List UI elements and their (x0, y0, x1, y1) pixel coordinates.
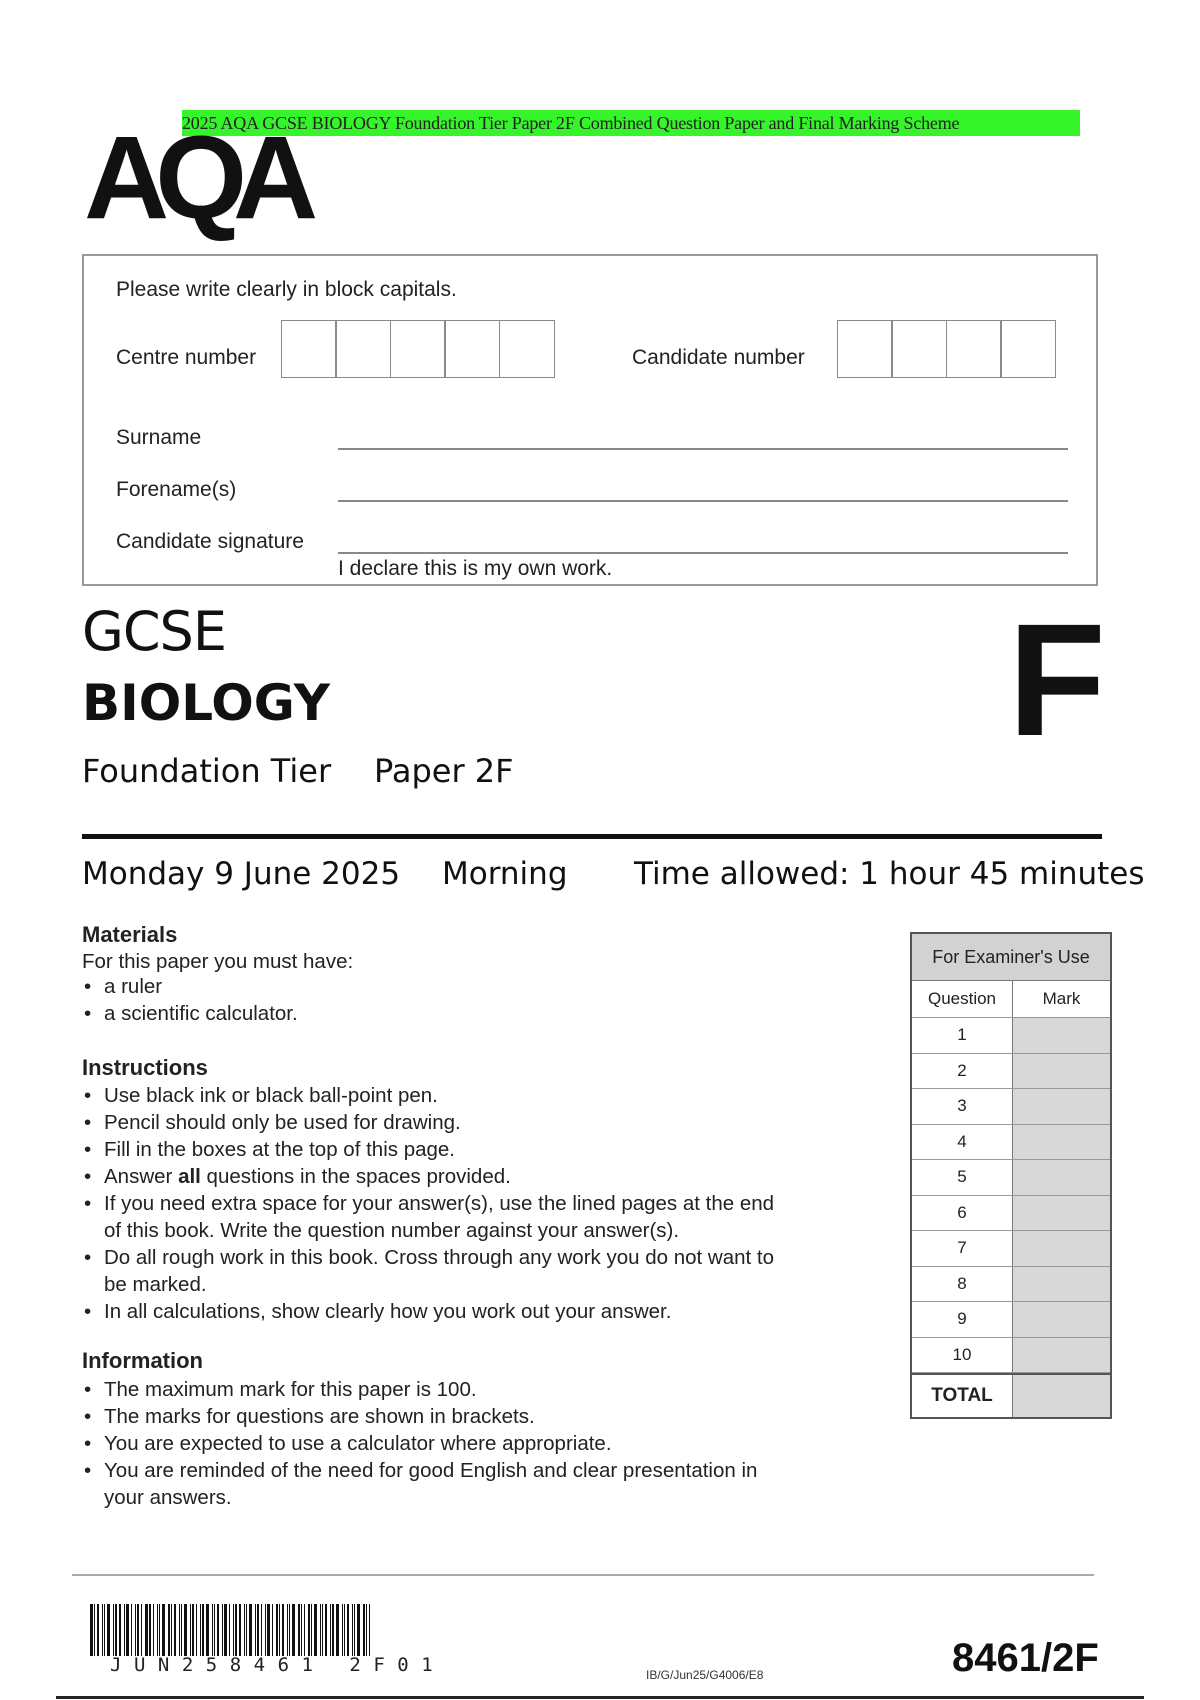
list-item (82, 1163, 872, 1190)
instructions-list (82, 1082, 872, 1325)
mark-cell[interactable] (1013, 1125, 1110, 1160)
candidate-number-label: Candidate number (632, 346, 805, 369)
table-row (912, 1231, 1110, 1267)
centre-number-box[interactable] (444, 320, 500, 378)
barcode-bar (265, 1604, 266, 1656)
barcode-bar (102, 1604, 103, 1656)
mark-cell[interactable] (1013, 1018, 1110, 1053)
barcode-bar (246, 1604, 247, 1656)
barcode-bar (171, 1604, 172, 1656)
barcode-bar (190, 1604, 191, 1656)
barcode-bar (311, 1604, 312, 1656)
list-item: • You are expected to use a calculator where appropriate. (82, 1430, 872, 1457)
barcode-bar (267, 1604, 270, 1656)
mark-cell[interactable] (1013, 1231, 1110, 1266)
instructions-heading: Instructions (82, 1055, 208, 1080)
mark-cell[interactable] (1013, 1196, 1110, 1231)
candidate-number-box[interactable] (946, 320, 1002, 378)
barcode-bar (287, 1604, 288, 1656)
exam-session: Morning (442, 856, 568, 892)
barcode-bar (200, 1604, 201, 1656)
mark-cell[interactable] (1013, 1089, 1110, 1124)
header-divider (82, 834, 1102, 839)
list-item: • a scientific calculator. (82, 1000, 782, 1027)
list-item: • You are reminded of the need for good English and clear presentation in your answers. (82, 1457, 794, 1511)
barcode-bar (352, 1604, 353, 1656)
barcode-bar (289, 1604, 290, 1656)
page-bottom-line (56, 1696, 1144, 1699)
list-item: • a ruler (82, 973, 782, 1000)
barcode-bar (104, 1604, 105, 1656)
question-number: 9 (912, 1302, 1013, 1337)
barcode-bar (224, 1604, 227, 1656)
barcode-bar (97, 1604, 99, 1656)
total-label: TOTAL (912, 1375, 1013, 1417)
document-title-banner: 2025 AQA GCSE BIOLOGY Foundation Tier Paper 2F Combined Question Paper and Final Marking Scheme (182, 110, 1080, 136)
barcode-bar (168, 1604, 170, 1656)
information-heading: Information (82, 1348, 203, 1373)
mark-cell[interactable] (1013, 1302, 1110, 1337)
materials-heading: Materials (82, 922, 178, 947)
table-row (912, 1302, 1110, 1338)
surname-label: Surname (116, 426, 202, 449)
centre-number-box[interactable] (281, 320, 337, 378)
question-number: 10 (912, 1338, 1013, 1373)
barcode-bar (153, 1604, 154, 1656)
candidate-number-box[interactable] (837, 320, 893, 378)
barcode-bar (332, 1604, 334, 1656)
list-item: • If you need extra space for your answer(s), use the lined pages at the end of this book. Write the question number against your answer(s). (82, 1190, 794, 1244)
tier-label: Foundation Tier (82, 752, 332, 790)
centre-number-label: Centre number (116, 346, 257, 369)
examiner-use-table (910, 932, 1112, 1419)
mark-column-header: Mark (1013, 981, 1110, 1017)
barcode-bar (119, 1604, 121, 1656)
mark-cell[interactable] (1013, 1160, 1110, 1195)
barcode-bar (184, 1604, 187, 1656)
barcode (90, 1604, 504, 1656)
barcode-bar (113, 1604, 114, 1656)
examiner-table-title: For Examiner's Use (912, 934, 1110, 981)
exam-date: Monday 9 June 2025 (82, 856, 401, 892)
table-row (912, 1160, 1110, 1196)
paper-code: 8461/2F (952, 1636, 1099, 1680)
table-row (912, 1089, 1110, 1125)
list-item: • Use black ink or black ball-point pen. (82, 1082, 872, 1109)
barcode-bar (298, 1604, 300, 1656)
barcode-bar (255, 1604, 256, 1656)
barcode-bar (145, 1604, 148, 1656)
paper-label: Paper 2F (374, 752, 514, 790)
barcode-bar (135, 1604, 136, 1656)
barcode-bar (272, 1604, 273, 1656)
question-number: 7 (912, 1231, 1013, 1266)
barcode-bar (124, 1604, 125, 1656)
declaration-text: I declare this is my own work. (338, 557, 613, 580)
barcode-bar (202, 1604, 204, 1656)
list-item-text: Answer all questions in the spaces provided. (104, 1165, 511, 1188)
barcode-bar (235, 1604, 237, 1656)
table-row (912, 1196, 1110, 1232)
list-item: • The marks for questions are shown in brackets. (82, 1403, 872, 1430)
barcode-bar (282, 1604, 284, 1656)
barcode-bar (314, 1604, 317, 1656)
qualification-title: GCSE (82, 600, 226, 663)
barcode-bar (366, 1604, 367, 1656)
barcode-bar (239, 1604, 241, 1656)
mark-cell[interactable] (1013, 1054, 1110, 1089)
barcode-bar (342, 1604, 343, 1656)
candidate-number-box[interactable] (1000, 320, 1056, 378)
materials-list (82, 973, 782, 1027)
barcode-bar (115, 1604, 117, 1656)
barcode-bar (141, 1604, 142, 1656)
barcode-bar (217, 1604, 219, 1656)
table-row (912, 1338, 1110, 1374)
barcode-bar (257, 1604, 259, 1656)
table-row (912, 1018, 1110, 1054)
list-item: • In all calculations, show clearly how you work out your answer. (82, 1298, 872, 1325)
barcode-bar (369, 1604, 370, 1656)
barcode-bar (222, 1604, 223, 1656)
list-item: • Do all rough work in this book. Cross through any work you do not want to be marked. (82, 1244, 794, 1298)
barcode-bar (206, 1604, 209, 1656)
candidate-number-box[interactable] (891, 320, 947, 378)
barcode-bar (229, 1604, 230, 1656)
centre-number-field[interactable] (282, 320, 555, 378)
materials-intro: For this paper you must have: (82, 950, 354, 973)
barcode-bar (174, 1604, 176, 1656)
question-number: 3 (912, 1089, 1013, 1124)
barcode-bar (214, 1604, 215, 1656)
barcode-bar (212, 1604, 213, 1656)
list-item: • The maximum mark for this paper is 100. (82, 1376, 872, 1403)
barcode-bar (90, 1604, 93, 1656)
surname-field[interactable] (338, 448, 1068, 450)
signature-label: Candidate signature (116, 530, 304, 553)
question-number: 2 (912, 1054, 1013, 1089)
time-allowed: Time allowed: 1 hour 45 minutes (634, 856, 1145, 892)
barcode-bar (159, 1604, 160, 1656)
total-row (912, 1373, 1110, 1417)
list-item: • Pencil should only be used for drawing. (82, 1109, 872, 1136)
candidate-number-field[interactable] (838, 320, 1056, 378)
barcode-bar (181, 1604, 182, 1656)
barcode-bar (304, 1604, 305, 1656)
barcode-bar (162, 1604, 165, 1656)
barcode-bar (292, 1604, 295, 1656)
table-row (912, 1267, 1110, 1303)
forenames-field[interactable] (338, 500, 1068, 502)
question-number: 1 (912, 1018, 1013, 1053)
barcode-bar (322, 1604, 323, 1656)
information-list (82, 1376, 872, 1511)
examiner-table-header (912, 981, 1110, 1018)
barcode-bar (149, 1604, 151, 1656)
barcode-bar (357, 1604, 360, 1656)
document-reference: IB/G/Jun25/G4006/E8 (646, 1668, 764, 1682)
question-number: 8 (912, 1267, 1013, 1302)
barcode-bar (347, 1604, 349, 1656)
table-row (912, 1125, 1110, 1161)
barcode-bar (325, 1604, 327, 1656)
barcode-bar (336, 1604, 339, 1656)
barcode-bar (131, 1604, 132, 1656)
question-column-header: Question (912, 981, 1013, 1017)
barcode-bar (320, 1604, 321, 1656)
centre-number-box[interactable] (499, 320, 555, 378)
barcode-bar (330, 1604, 331, 1656)
barcode-bar (126, 1604, 129, 1656)
barcode-bar (344, 1604, 345, 1656)
barcode-bar (157, 1604, 158, 1656)
barcode-bar (233, 1604, 234, 1656)
question-number: 5 (912, 1160, 1013, 1195)
barcode-bar (137, 1604, 139, 1656)
total-mark-cell[interactable] (1013, 1375, 1110, 1417)
barcode-bar (94, 1604, 95, 1656)
barcode-text: JUN258461 2F01 (110, 1654, 446, 1676)
barcode-bar (261, 1604, 262, 1656)
centre-number-box[interactable] (390, 320, 446, 378)
barcode-bar (354, 1604, 355, 1656)
barcode-bar (308, 1604, 310, 1656)
signature-field[interactable] (338, 552, 1068, 554)
question-number: 6 (912, 1196, 1013, 1231)
barcode-bar (192, 1604, 194, 1656)
block-capitals-instruction: Please write clearly in block capitals. (116, 278, 457, 301)
table-row (912, 1054, 1110, 1090)
barcode-bar (276, 1604, 278, 1656)
forenames-label: Forename(s) (116, 478, 237, 501)
barcode-bar (249, 1604, 252, 1656)
footer-divider (72, 1574, 1094, 1576)
barcode-bar (196, 1604, 197, 1656)
barcode-bar (244, 1604, 245, 1656)
barcode-bar (279, 1604, 280, 1656)
subject-title: BIOLOGY (82, 674, 330, 732)
barcode-bar (301, 1604, 302, 1656)
barcode-bar (179, 1604, 180, 1656)
mark-cell[interactable] (1013, 1338, 1110, 1373)
barcode-bar (107, 1604, 110, 1656)
barcode-bar (363, 1604, 365, 1656)
tier-letter: F (1008, 590, 1106, 769)
aqa-logo: AQA (84, 112, 305, 244)
mark-cell[interactable] (1013, 1267, 1110, 1302)
list-item: • Fill in the boxes at the top of this page. (82, 1136, 872, 1163)
centre-number-box[interactable] (335, 320, 391, 378)
question-number: 4 (912, 1125, 1013, 1160)
